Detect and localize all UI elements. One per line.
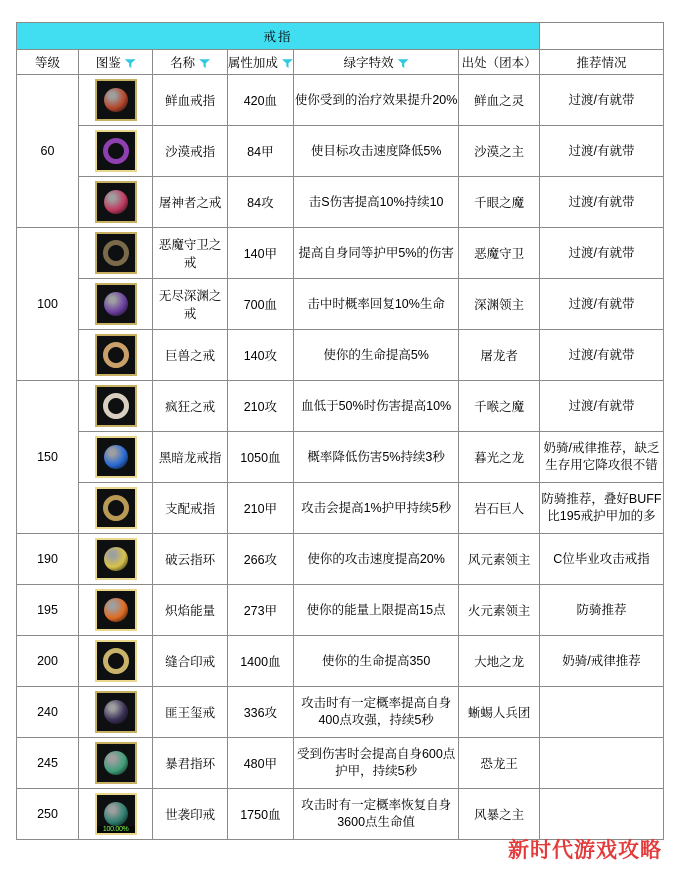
ring-item-icon — [95, 538, 137, 580]
item-effect-cell: 攻击会提高1%护甲持续5秒 — [293, 483, 458, 534]
item-effect-cell: 攻击时有一定概率恢复自身3600点生命值 — [293, 789, 458, 840]
ring-glyph — [104, 598, 128, 622]
column-header-name-label: 名称 — [170, 56, 196, 70]
item-name-cell: 无尽深渊之戒 — [153, 279, 227, 330]
item-recommend-cell: 奶骑/戒律推荐 — [539, 636, 663, 687]
item-icon-cell — [79, 126, 153, 177]
column-header-level-label: 等级 — [34, 56, 60, 70]
item-effect-cell: 击中时概率回复10%生命 — [293, 279, 458, 330]
table-row — [17, 75, 664, 126]
item-recommend-cell: C位毕业攻击戒指 — [539, 534, 663, 585]
column-header-icon[interactable] — [79, 50, 153, 75]
ring-item-icon — [95, 589, 137, 631]
item-effect-cell: 使你的生命提高5% — [293, 330, 458, 381]
item-attr-cell: 700血 — [227, 279, 293, 330]
item-recommend-cell: 过渡/有就带 — [539, 177, 663, 228]
level-cell: 250 — [17, 789, 79, 840]
item-icon-cell — [79, 279, 153, 330]
item-attr-cell: 420血 — [227, 75, 293, 126]
level-cell: 190 — [17, 534, 79, 585]
table-body — [17, 23, 664, 840]
item-attr-cell: 84攻 — [227, 177, 293, 228]
item-recommend-cell: 防骑推荐，叠好BUFF比195戒护甲加的多 — [539, 483, 663, 534]
ring-glyph — [103, 342, 129, 368]
item-source-cell: 蜥蜴人兵团 — [459, 687, 540, 738]
ring-item-icon — [95, 436, 137, 478]
item-attr-cell: 1750血 — [227, 789, 293, 840]
item-icon-cell — [79, 483, 153, 534]
item-icon-cell — [79, 534, 153, 585]
item-icon-cell — [79, 789, 153, 840]
table-row — [17, 687, 664, 738]
table-row — [17, 330, 664, 381]
ring-glyph — [104, 292, 128, 316]
item-source-cell: 火元素领主 — [459, 585, 540, 636]
ring-glyph — [103, 393, 129, 419]
table-row — [17, 381, 664, 432]
level-cell: 150 — [17, 381, 79, 534]
level-cell: 60 — [17, 75, 79, 228]
column-header-name[interactable] — [153, 50, 227, 75]
ring-item-icon — [95, 79, 137, 121]
item-icon-cell — [79, 381, 153, 432]
item-effect-cell: 提高自身同等护甲5%的伤害 — [293, 228, 458, 279]
item-source-cell: 深渊领主 — [459, 279, 540, 330]
item-name-cell: 屠神者之戒 — [153, 177, 227, 228]
column-header-icon-label: 图鉴 — [95, 56, 121, 70]
item-icon-cell — [79, 75, 153, 126]
table-row — [17, 789, 664, 840]
item-effect-cell: 攻击时有一定概率提高自身400点攻强，持续5秒 — [293, 687, 458, 738]
ring-item-icon — [95, 640, 137, 682]
column-header-attr[interactable] — [227, 50, 293, 75]
item-name-cell: 支配戒指 — [153, 483, 227, 534]
item-name-cell: 沙漠戒指 — [153, 126, 227, 177]
ring-glyph — [104, 802, 128, 826]
filter-icon[interactable] — [398, 59, 409, 68]
table-row — [17, 483, 664, 534]
item-icon-cell — [79, 585, 153, 636]
filter-icon[interactable] — [125, 59, 136, 68]
ring-item-icon — [95, 385, 137, 427]
item-source-cell: 沙漠之主 — [459, 126, 540, 177]
item-attr-cell: 480甲 — [227, 738, 293, 789]
watermark: 新时代游戏攻略 — [508, 839, 662, 862]
table-row — [17, 636, 664, 687]
item-source-cell: 屠龙者 — [459, 330, 540, 381]
rings-table — [16, 22, 664, 840]
table-row — [17, 177, 664, 228]
item-recommend-cell: 过渡/有就带 — [539, 330, 663, 381]
title-spacer — [539, 23, 663, 50]
ring-item-icon — [95, 334, 137, 376]
item-effect-cell: 使你的能量上限提高15点 — [293, 585, 458, 636]
ring-glyph — [103, 138, 129, 164]
item-icon-cell — [79, 738, 153, 789]
item-name-cell: 恶魔守卫之戒 — [153, 228, 227, 279]
ring-item-icon — [95, 283, 137, 325]
table-row — [17, 738, 664, 789]
item-attr-cell: 210甲 — [227, 483, 293, 534]
item-effect-cell: 受到伤害时会提高自身600点护甲，持续5秒 — [293, 738, 458, 789]
item-attr-cell: 210攻 — [227, 381, 293, 432]
item-recommend-cell: 奶骑/戒律推荐，缺乏生存用它降攻很不错 — [539, 432, 663, 483]
ring-glyph — [104, 190, 128, 214]
item-effect-cell: 使你的生命提高350 — [293, 636, 458, 687]
ring-glyph — [103, 648, 129, 674]
item-attr-cell: 140甲 — [227, 228, 293, 279]
item-name-cell: 破云指环 — [153, 534, 227, 585]
item-source-cell: 千喉之魔 — [459, 381, 540, 432]
column-header-source — [459, 50, 540, 75]
ring-glyph — [104, 700, 128, 724]
item-attr-cell: 336攻 — [227, 687, 293, 738]
item-effect-cell: 概率降低伤害5%持续3秒 — [293, 432, 458, 483]
item-recommend-cell: 过渡/有就带 — [539, 381, 663, 432]
item-icon-cell — [79, 330, 153, 381]
ring-glyph — [104, 445, 128, 469]
level-cell: 245 — [17, 738, 79, 789]
item-icon-cell — [79, 636, 153, 687]
item-name-cell: 鲜血戒指 — [153, 75, 227, 126]
column-header-effect[interactable] — [293, 50, 458, 75]
item-attr-cell: 273甲 — [227, 585, 293, 636]
ring-item-icon — [95, 181, 137, 223]
item-icon-cell — [79, 432, 153, 483]
item-icon-cell — [79, 228, 153, 279]
icon-percent-badge: 100.00% — [97, 826, 135, 833]
item-source-cell: 风元素领主 — [459, 534, 540, 585]
table-row — [17, 534, 664, 585]
item-source-cell: 岩石巨人 — [459, 483, 540, 534]
item-source-cell: 大地之龙 — [459, 636, 540, 687]
header-row — [17, 50, 664, 75]
title-row — [17, 23, 664, 50]
item-recommend-cell — [539, 687, 663, 738]
table-row — [17, 585, 664, 636]
item-effect-cell: 击S伤害提高10%持续10 — [293, 177, 458, 228]
item-source-cell: 风暴之主 — [459, 789, 540, 840]
ring-item-icon — [95, 487, 137, 529]
item-effect-cell: 使目标攻击速度降低5% — [293, 126, 458, 177]
level-cell: 195 — [17, 585, 79, 636]
column-header-effect-label: 绿字特效 — [343, 56, 394, 70]
table-row — [17, 228, 664, 279]
item-attr-cell: 140攻 — [227, 330, 293, 381]
item-icon-cell — [79, 177, 153, 228]
table-row — [17, 432, 664, 483]
item-name-cell: 疯狂之戒 — [153, 381, 227, 432]
level-cell: 240 — [17, 687, 79, 738]
ring-glyph — [104, 547, 128, 571]
item-source-cell: 恐龙王 — [459, 738, 540, 789]
filter-icon[interactable] — [282, 59, 293, 68]
column-header-rec — [539, 50, 663, 75]
item-attr-cell: 1400血 — [227, 636, 293, 687]
ring-item-icon — [95, 691, 137, 733]
item-name-cell: 巨兽之戒 — [153, 330, 227, 381]
column-header-level — [17, 50, 79, 75]
item-attr-cell: 266攻 — [227, 534, 293, 585]
ring-glyph — [103, 240, 129, 266]
ring-glyph — [103, 495, 129, 521]
item-recommend-cell: 防骑推荐 — [539, 585, 663, 636]
column-header-attr-label: 属性加成 — [227, 56, 278, 70]
filter-icon[interactable] — [199, 59, 210, 68]
level-cell: 200 — [17, 636, 79, 687]
column-header-rec-label: 推荐情况 — [576, 56, 627, 70]
ring-glyph — [104, 751, 128, 775]
item-name-cell: 缝合印戒 — [153, 636, 227, 687]
item-effect-cell: 使你受到的治疗效果提升20% — [293, 75, 458, 126]
page-title: 戒指 — [17, 23, 540, 50]
item-effect-cell: 血低于50%时伤害提高10% — [293, 381, 458, 432]
item-recommend-cell — [539, 738, 663, 789]
item-attr-cell: 84甲 — [227, 126, 293, 177]
table-row — [17, 279, 664, 330]
ring-item-icon — [95, 742, 137, 784]
item-name-cell: 炽焰能量 — [153, 585, 227, 636]
item-recommend-cell: 过渡/有就带 — [539, 279, 663, 330]
item-source-cell: 千眼之魔 — [459, 177, 540, 228]
level-cell: 100 — [17, 228, 79, 381]
item-source-cell: 暮光之龙 — [459, 432, 540, 483]
item-recommend-cell: 过渡/有就带 — [539, 75, 663, 126]
ring-item-icon — [95, 793, 137, 835]
item-name-cell: 匪王玺戒 — [153, 687, 227, 738]
item-attr-cell: 1050血 — [227, 432, 293, 483]
item-source-cell: 鲜血之灵 — [459, 75, 540, 126]
item-name-cell: 暴君指环 — [153, 738, 227, 789]
item-effect-cell: 使你的攻击速度提高20% — [293, 534, 458, 585]
item-source-cell: 恶魔守卫 — [459, 228, 540, 279]
ring-glyph — [104, 88, 128, 112]
column-header-source-label: 出处（团本） — [461, 56, 537, 70]
item-name-cell: 世袭印戒 — [153, 789, 227, 840]
item-name-cell: 黑暗龙戒指 — [153, 432, 227, 483]
ring-item-icon — [95, 232, 137, 274]
ring-item-icon — [95, 130, 137, 172]
item-recommend-cell: 过渡/有就带 — [539, 228, 663, 279]
table-row — [17, 126, 664, 177]
item-icon-cell — [79, 687, 153, 738]
item-recommend-cell — [539, 789, 663, 840]
item-recommend-cell: 过渡/有就带 — [539, 126, 663, 177]
